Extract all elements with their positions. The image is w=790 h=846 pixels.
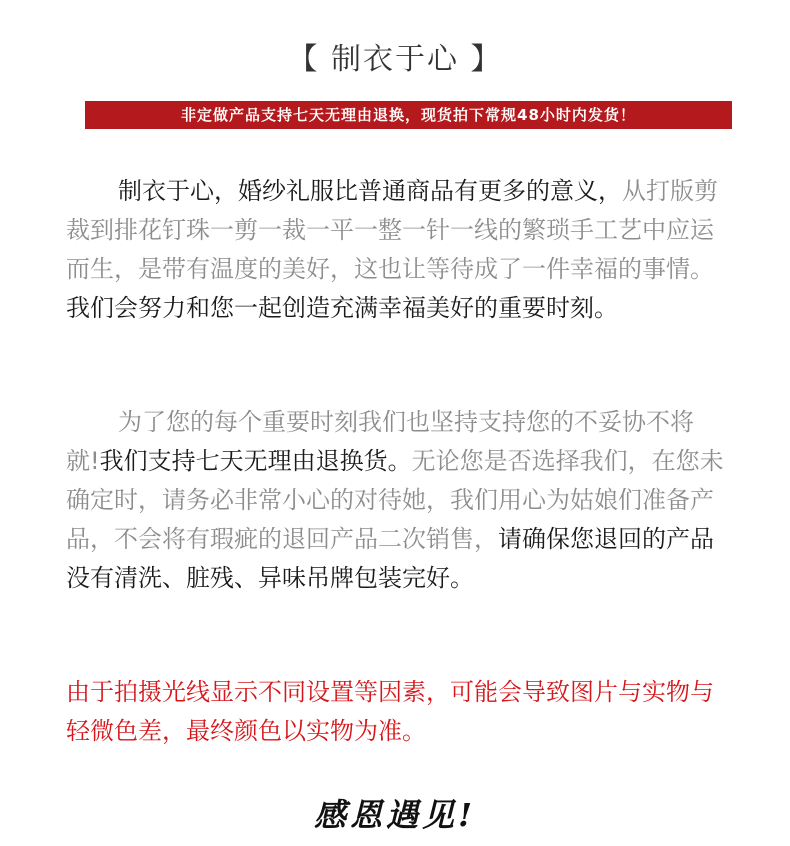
- intro-text-2: 从打版剪裁到排花钉珠一剪一裁一平一整一针一线的繁琐手工艺中应运而生，是带有温度的美好，这也让等待成了一件幸福的事情。: [66, 177, 718, 283]
- page-title: 【 制衣于心 】: [287, 42, 503, 77]
- thanks-signature: 感恩遇见!: [313, 796, 477, 834]
- color-disclaimer-paragraph: 由于拍摄光线显示不同设置等因素，可能会导致图片与实物与轻微色差，最终颜色以实物为准。: [66, 678, 714, 745]
- intro-paragraph: [66, 172, 726, 328]
- intro-text-1: 制衣于心，婚纱礼服比普通商品有更多的意义，: [118, 177, 622, 205]
- policy-banner: 非定做产品支持七天无理由退换，现货拍下常规48小时内发货！: [85, 101, 732, 129]
- policy-text-4: 请确保您退回的产品没有清洗、脏残、异味吊牌包装完好。: [66, 525, 714, 592]
- policy-text-1: 为了您的每个重要时刻我们也坚持支持您的不妥协不将就!: [66, 408, 694, 475]
- policy-text-3: 无论您是否选择我们，在您未确定时，请务必非常小心的对待她，我们用心为姑娘们准备产品，不会将有瑕疵的退回产品二次销售，: [66, 447, 724, 553]
- return-policy-paragraph: [66, 403, 726, 598]
- policy-text-2: 我们支持七天无理由退换货。: [99, 447, 412, 475]
- intro-text-3: 我们会努力和您一起创造充满幸福美好的重要时刻。: [66, 294, 618, 322]
